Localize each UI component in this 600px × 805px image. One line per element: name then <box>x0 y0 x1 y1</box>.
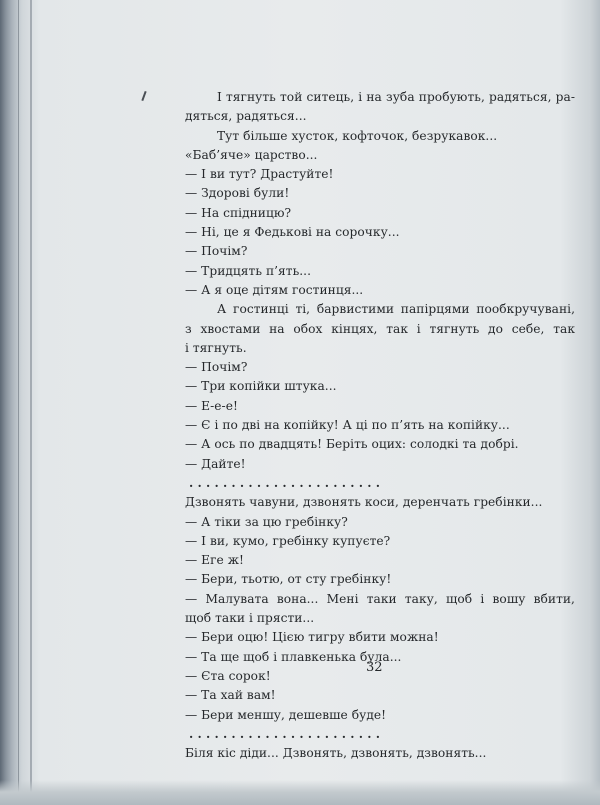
text-line: — Дайте! <box>185 456 246 471</box>
text-line: «Баб’яче» царство... <box>185 147 318 162</box>
text-line: — Та хай вам! <box>185 688 276 703</box>
text-line: — Три копійки штука... <box>185 379 337 394</box>
text-line: І тягнуть той ситець, і на зуба пробують, радяться, ра- <box>217 90 575 104</box>
text-line: Тут більше хусток, кофточок, безрукавок... <box>217 128 498 143</box>
text-line: і тягнуть. <box>185 340 247 355</box>
text-line: — Ні, це я Федькові на сорочку... <box>185 225 400 240</box>
text-line: — Тридцять п’ять... <box>185 263 312 278</box>
text-line: — Єта сорок! <box>185 668 271 683</box>
text-line: — І ви, кумо, гребінку купуєте? <box>185 533 391 548</box>
text-line: — Бери меншу, дешевше буде! <box>185 707 387 722</box>
text-line: дяться, радяться... <box>185 109 307 124</box>
text-line: — А ось по двадцять! Беріть оцих: солодкі та добрі. <box>185 437 519 452</box>
text-line: з хвостами на обох кінцях, так і тягнуть до себе, так <box>185 321 575 336</box>
text-line: — А тіки за цю гребінку? <box>185 514 348 529</box>
book-edge <box>18 0 19 805</box>
text-line: Дзвонять чавуни, дзвонять коси, деренчать гребінки... <box>185 495 543 510</box>
text-line: — Та ще щоб і плавкенька була... <box>185 649 402 664</box>
text-line: — Здорові були! <box>185 186 290 201</box>
text-line: — Бери оцю! Цією тигру вбити можна! <box>185 630 439 645</box>
page-bottom-shadow <box>0 780 600 805</box>
dot-separator: . . . . . . . . . . . . . . . . . . . . . . . <box>189 475 380 490</box>
text-line: — І ви тут? Драстуйте! <box>185 167 334 182</box>
text-line: — На спідницю? <box>185 205 292 220</box>
text-line: — Еге ж! <box>185 553 244 568</box>
page-fold-edge <box>30 0 32 805</box>
text-line: — Почім? <box>185 244 248 259</box>
text-line: — Є і по дві на копійку! А ці по п’ять на копійку... <box>185 418 510 433</box>
text-line: — Почім? <box>185 360 248 375</box>
text-line: — А я оце дітям гостинця... <box>185 282 364 297</box>
text-line: — Малувата вона... Мені таки таку, щоб і вошу вбити, <box>185 591 575 606</box>
page-number: 32 <box>366 660 383 675</box>
dot-separator: . . . . . . . . . . . . . . . . . . . . . . . <box>189 726 380 741</box>
text-line: щоб таки і прясти... <box>185 611 315 626</box>
text-line: — Е-е-е! <box>185 398 238 413</box>
text-line: А гостинці ті, барвистими папірцями пообкручувані, <box>217 302 575 317</box>
text-line: Біля кіс діди... Дзвонять, дзвонять, дзвонять... <box>185 746 487 761</box>
text-line: — Бери, тьотю, от сту гребінку! <box>185 572 392 587</box>
